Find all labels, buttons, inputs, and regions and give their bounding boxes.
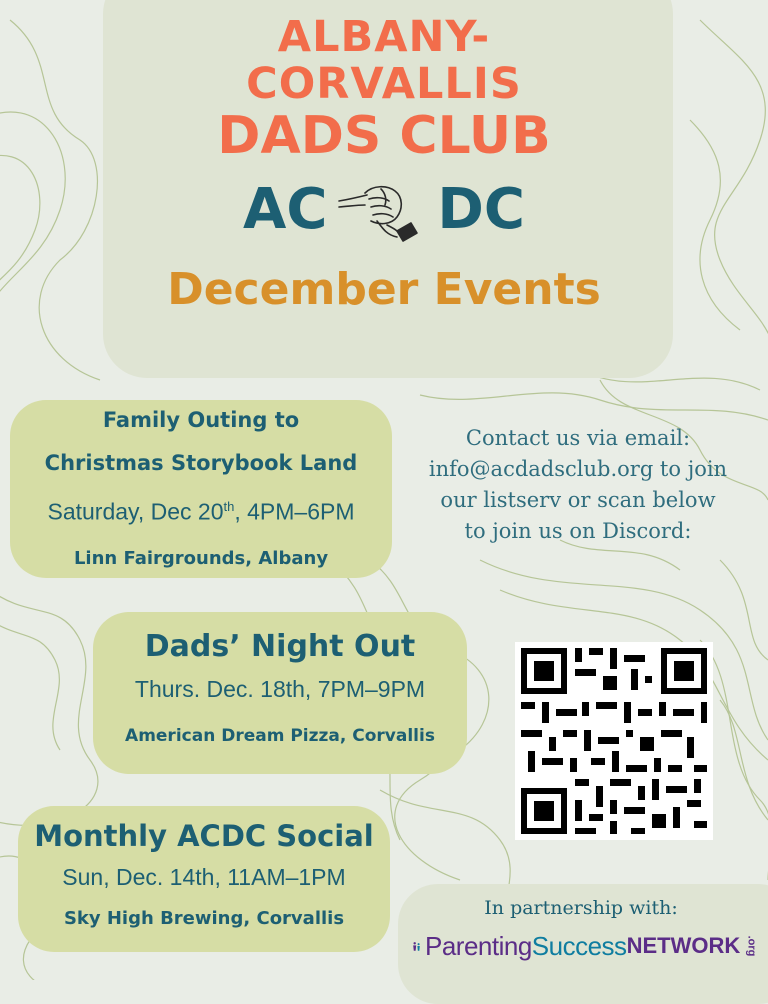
event-location: Sky High Brewing, Corvallis [63, 908, 345, 929]
logo-dc: DC [437, 177, 526, 242]
event-card-family-outing [10, 400, 392, 578]
title-line-1: ALBANY- [277, 12, 491, 62]
event-card-dads-night-out [93, 612, 467, 774]
event-title-line-1: Family Outing to [102, 408, 300, 432]
contact-line-3: our listserv or scan below [440, 488, 716, 512]
event-title: Monthly ACDC Social [34, 819, 374, 853]
contact-line-4: to join us on Discord: [464, 519, 692, 543]
contact-line-2: info@acdadsclub.org to join [428, 457, 728, 481]
event-location: Linn Fairgrounds, Albany [73, 548, 329, 569]
contact-line-1: Contact us via email: [465, 426, 691, 450]
event-title-line-2: Christmas Storybook Land [44, 451, 358, 475]
family-icon [412, 930, 421, 962]
partner-logo[interactable] [412, 928, 762, 964]
event-card-monthly-social [18, 806, 390, 952]
event-location: American Dream Pizza, Corvallis [125, 726, 435, 746]
logo-ac: AC [242, 177, 328, 242]
partner-logo-org: .org [745, 935, 758, 957]
title-line-3: DADS CLUB [217, 106, 551, 166]
event-date: Sun, Dec. 14th, 11AM–1PM [62, 864, 346, 890]
title-line-2: CORVALLIS [246, 59, 522, 109]
partner-logo-network: NETWORK [626, 933, 741, 958]
fist-bump-icon [337, 177, 427, 243]
page-subtitle: December Events [167, 264, 601, 315]
event-date: Thurs. Dec. 18th, 7PM–9PM [134, 676, 426, 702]
club-logo [0, 175, 768, 245]
event-title: Dads’ Night Out [144, 629, 416, 664]
partner-label: In partnership with: [484, 897, 678, 919]
partner-logo-success: Success [531, 930, 627, 961]
contact-info [398, 423, 758, 547]
qr-code-icon[interactable] [515, 642, 713, 840]
partner-logo-parenting: Parenting [424, 930, 532, 961]
event-date: Saturday, Dec 20th, 4PM–6PM [47, 498, 355, 525]
